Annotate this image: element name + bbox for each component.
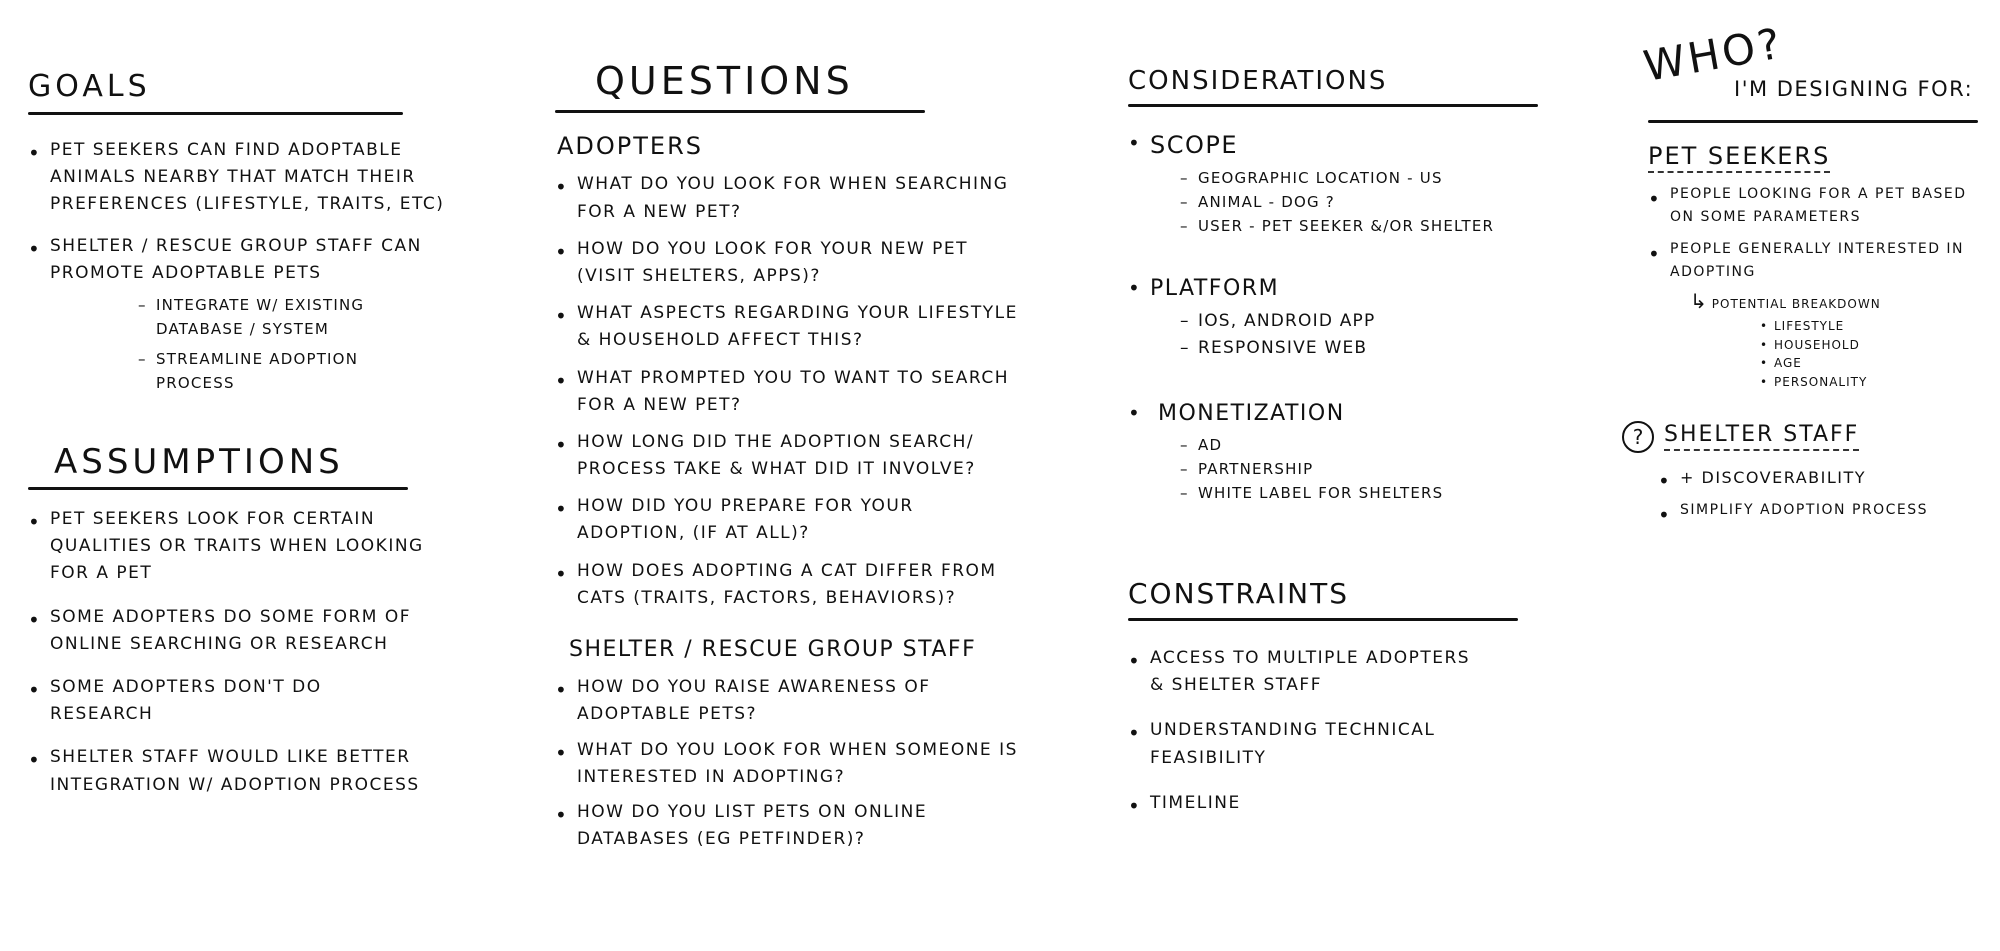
goals-subitem: – STREAMLINE ADOPTION PROCESS (138, 347, 438, 395)
breakdown-label (1690, 289, 1988, 313)
platform-group (1128, 276, 1568, 363)
constraints-list (1128, 645, 1488, 817)
constraints-item: • TIMELINE (1128, 790, 1488, 817)
assumptions-item: • SHELTER STAFF WOULD LIKE BETTER INTEGRATION W/ ADOPTION PROCESS (28, 744, 448, 798)
monetization-label: • MONETIZATION (1128, 401, 1568, 427)
adopter-question: • HOW DOES ADOPTING A CAT DIFFER FROM CATS (TRAITS, FACTORS, BEHAVIORS)? (555, 558, 1025, 612)
goals-item: • PET SEEKERS CAN FIND ADOPTABLE ANIMALS NEARBY THAT MATCH THEIR PREFERENCES (LIFESTYLE, TRAITS, ETC) (28, 137, 448, 219)
constraints-section (1128, 577, 1568, 817)
adopter-question: • HOW DID YOU PREPARE FOR YOUR ADOPTION, (IF AT ALL)? (555, 493, 1025, 547)
assumptions-item: • SOME ADOPTERS DO SOME FORM OF ONLINE SEARCHING OR RESEARCH (28, 604, 448, 658)
adopter-question: • WHAT ASPECTS REGARDING YOUR LIFESTYLE & HOUSEHOLD AFFECT THIS? (555, 300, 1025, 354)
shelter-staff-item: • SIMPLIFY ADOPTION PROCESS (1658, 499, 1978, 521)
assumptions-rule (28, 487, 408, 490)
considerations-rule (1128, 104, 1538, 107)
adopter-question: • HOW DO YOU LOOK FOR YOUR NEW PET (VISIT SHELTERS, APPS)? (555, 236, 1025, 290)
adopter-question: • WHAT DO YOU LOOK FOR WHEN SEARCHING FOR A NEW PET? (555, 171, 1025, 225)
pet-seekers-label: PET SEEKERS (1648, 143, 1830, 173)
staff-question: • HOW DO YOU RAISE AWARENESS OF ADOPTABLE PETS? (555, 674, 1025, 728)
constraints-heading: CONSTRAINTS (1128, 577, 1349, 610)
platform-item: – IOS, ANDROID APP (1180, 308, 1540, 335)
shelter-staff-block (1622, 421, 1988, 521)
scope-label: • SCOPE (1128, 131, 1568, 160)
breakdown-item: • PERSONALITY (1760, 373, 1988, 392)
monetization-item: – PARTNERSHIP (1180, 457, 1540, 481)
platform-item: – RESPONSIVE WEB (1180, 335, 1540, 362)
monetization-group (1128, 401, 1568, 505)
monetization-item: – WHITE LABEL FOR SHELTERS (1180, 481, 1540, 505)
assumptions-item: • SOME ADOPTERS DON'T DO RESEARCH (28, 674, 350, 728)
adopter-question: • WHAT PROMPTED YOU TO WANT TO SEARCH FOR A NEW PET? (555, 365, 1025, 419)
who-heading-row (1640, 18, 1988, 108)
goals-section (28, 69, 498, 395)
assumptions-heading: ASSUMPTIONS (54, 442, 344, 482)
who-section (1632, 18, 1988, 521)
breakdown-item: • HOUSEHOLD (1760, 336, 1988, 355)
pet-seekers-block (1648, 143, 1988, 391)
scope-item: – ANIMAL - DOG ? (1180, 190, 1540, 214)
breakdown-arrow-icon: ↳ (1690, 288, 1708, 313)
adopter-question: • HOW LONG DID THE ADOPTION SEARCH/ PROCESS TAKE & WHAT DID IT INVOLVE? (555, 429, 1025, 483)
who-rule (1648, 120, 1978, 123)
constraints-item: • UNDERSTANDING TECHNICAL FEASIBILITY (1128, 717, 1488, 771)
shelter-staff-label: SHELTER STAFF (1664, 423, 1859, 451)
pet-seekers-item: • PEOPLE LOOKING FOR A PET BASED ON SOME PARAMETERS (1648, 183, 1968, 228)
shelter-staff-item: • + DISCOVERABILITY (1658, 465, 1978, 491)
scope-item: – GEOGRAPHIC LOCATION - US (1180, 166, 1540, 190)
monetization-item: – AD (1180, 433, 1540, 457)
goals-list (28, 137, 448, 395)
staff-questions (555, 674, 1025, 853)
adopters-label: ADOPTERS (557, 132, 703, 160)
platform-label: • PLATFORM (1128, 276, 1568, 302)
constraints-rule (1128, 618, 1518, 621)
questions-rule (555, 110, 925, 113)
considerations-section (1128, 68, 1568, 505)
questions-heading: QUESTIONS (595, 59, 854, 103)
goals-rule (28, 112, 403, 115)
breakdown-block (1690, 289, 1988, 391)
staff-question: • HOW DO YOU LIST PETS ON ONLINE DATABASES (EG PETFINDER)? (555, 799, 1025, 853)
goals-item: • SHELTER / RESCUE GROUP STAFF CAN PROMOTE ADOPTABLE PETS (28, 233, 430, 287)
staff-question: • WHAT DO YOU LOOK FOR WHEN SOMEONE IS INTERESTED IN ADOPTING? (555, 737, 1025, 791)
scope-item: – USER - PET SEEKER &/OR SHELTER (1180, 214, 1540, 238)
constraints-item: • ACCESS TO MULTIPLE ADOPTERS & SHELTER STAFF (1128, 645, 1488, 699)
question-circle-icon: ? (1622, 421, 1654, 453)
pet-seekers-item: • PEOPLE GENERALLY INTERESTED IN ADOPTING (1648, 238, 1968, 283)
who-subheading: I'M DESIGNING FOR: (1734, 77, 1974, 101)
who-heading: WHO? (1640, 18, 1787, 91)
scope-group (1128, 131, 1568, 238)
breakdown-item: • AGE (1760, 354, 1988, 373)
breakdown-item: • LIFESTYLE (1760, 317, 1988, 336)
assumptions-section (28, 442, 498, 799)
goals-heading: GOALS (28, 69, 151, 104)
questions-section (555, 59, 1035, 853)
goals-subitem: – INTEGRATE W/ EXISTING DATABASE / SYSTEM (138, 293, 438, 341)
assumptions-item: • PET SEEKERS LOOK FOR CERTAIN QUALITIES OR TRAITS WHEN LOOKING FOR A PET (28, 506, 448, 588)
staff-label: SHELTER / RESCUE GROUP STAFF (569, 637, 977, 663)
adopters-questions (555, 171, 1025, 612)
considerations-heading: CONSIDERATIONS (1128, 66, 1388, 96)
breakdown-text: POTENTIAL BREAKDOWN (1711, 296, 1881, 311)
assumptions-list (28, 506, 448, 799)
